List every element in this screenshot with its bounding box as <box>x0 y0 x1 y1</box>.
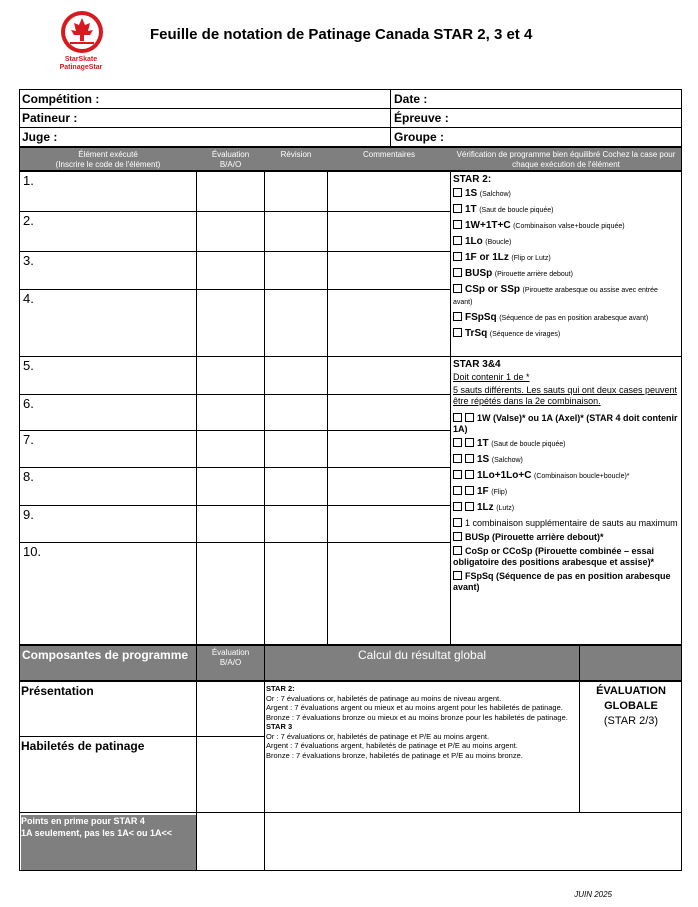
check-item <box>453 470 679 482</box>
components-eval-sub: B/A/O <box>219 658 242 667</box>
check-item <box>453 188 679 200</box>
element-desc: (Flip) <box>491 489 508 496</box>
star34-combo: 1 combinaison supplémentaire de sauts au maximum <box>465 518 678 528</box>
checkbox[interactable] <box>453 486 462 495</box>
star34-cosp: CoSp or CCoSp (Pirouette combinée – essai obligatoire des positions arabesque et assise)* <box>453 546 655 567</box>
element-code: 1T <box>477 438 489 449</box>
element-code: 1F or 1Lz <box>465 252 509 263</box>
checkbox[interactable] <box>453 438 462 447</box>
star2-checklist <box>453 174 679 344</box>
check-item <box>453 312 679 324</box>
checkbox[interactable] <box>453 204 462 213</box>
check-item <box>453 236 679 248</box>
checkbox[interactable] <box>465 438 474 447</box>
checkbox[interactable] <box>453 284 462 293</box>
element-desc: (Combinaison valse+boucle piquée) <box>513 223 625 230</box>
calc-star3-bronze: Bronze : 7 évaluations bronze, habiletés de patinage et P/E au moins bronze. <box>266 750 523 760</box>
global-eval-3: (STAR 2/3) <box>603 715 659 727</box>
element-code: FSpSq <box>465 312 497 323</box>
logo-text-2: PatinageStar <box>59 64 103 71</box>
element-code: CSp or SSp <box>465 284 521 295</box>
element-desc: (Saut de boucle piquée) <box>479 207 554 214</box>
page-title: Feuille de notation de Patinage Canada STAR 2, 3 et 4 <box>150 26 533 43</box>
element-code: 1T <box>465 204 477 215</box>
element-code: BUSp <box>465 268 493 279</box>
logo-text-1: StarSkate <box>64 56 98 63</box>
star34-must: Doit contenir 1 de * <box>453 372 530 382</box>
calc-star3: STAR 3 <box>266 722 293 731</box>
global-eval-1: ÉVALUATION <box>596 685 666 697</box>
element-desc: (Flip or Lutz) <box>511 255 551 262</box>
checkbox[interactable] <box>465 502 474 511</box>
checkbox[interactable] <box>465 470 474 479</box>
checkbox[interactable] <box>465 413 474 422</box>
calc-star2: STAR 2: <box>266 684 295 693</box>
checkbox[interactable] <box>453 220 462 229</box>
calc-star3-gold: Or : 7 évaluations or, habiletés de patinage et P/E au moins argent. <box>266 731 490 741</box>
date-field[interactable]: Date : <box>394 92 428 106</box>
element-desc: (Salchow) <box>479 191 511 198</box>
competition-field[interactable]: Compétition : <box>22 92 100 106</box>
event-field[interactable]: Épreuve : <box>394 111 449 125</box>
star34-title: STAR 3&4 <box>453 359 501 370</box>
bonus-line-2: 1A seulement, pas les 1A< ou 1A<< <box>21 828 172 838</box>
checkbox[interactable] <box>453 188 462 197</box>
presentation-label: Présentation <box>21 684 94 698</box>
element-code: 1Lz <box>477 502 494 513</box>
checkbox[interactable] <box>453 502 462 511</box>
element-desc: (Boucle) <box>485 239 512 246</box>
row-number: 2. <box>23 213 34 228</box>
star34-note: 5 sauts différents. Les sauts qui ont deux cases peuvent être répétés dans la 2e combinaison. <box>453 385 677 406</box>
check-item <box>453 438 679 450</box>
bonus-line-1: Points en prime pour STAR 4 <box>21 816 145 826</box>
star34-busp: BUSp (Pirouette arrière debout)* <box>465 532 604 542</box>
footer-date: JUIN 2025 <box>574 890 612 899</box>
element-desc: (Combinaison boucle+boucle)* <box>533 473 630 480</box>
element-desc: (Lutz) <box>496 505 515 512</box>
check-header: Vérification de programme bien équilibré Cochez la case pour chaque exécution de l'élément <box>456 150 676 169</box>
element-desc: (Séquence de pas en position arabesque avant) <box>499 315 649 322</box>
skills-label: Habiletés de patinage <box>21 739 145 753</box>
element-code: 1W+1T+C <box>465 220 511 231</box>
checkbox[interactable] <box>453 518 462 527</box>
checkbox[interactable] <box>453 546 462 555</box>
check-item <box>453 328 679 340</box>
element-code: 1S <box>465 188 478 199</box>
check-item <box>453 268 679 280</box>
calc-star2-gold: Or : 7 évaluations or, habiletés de patinage au moins de niveau argent. <box>266 693 502 703</box>
element-code: TrSq <box>465 328 488 339</box>
check-item <box>453 252 679 264</box>
row-number: 9. <box>23 507 34 522</box>
header-fields <box>19 89 682 147</box>
checkbox[interactable] <box>453 413 462 422</box>
checkbox[interactable] <box>453 236 462 245</box>
revision-header: Révision <box>280 150 312 159</box>
checkbox[interactable] <box>453 312 462 321</box>
calc-title: Calcul du résultat global <box>357 648 487 662</box>
star2-title: STAR 2: <box>453 174 492 185</box>
row-number: 5. <box>23 358 34 373</box>
element-code: 1F <box>477 486 489 497</box>
calc-rules <box>266 684 578 760</box>
element-desc: (Saut de boucle piquée) <box>491 441 566 448</box>
row-number: 6. <box>23 396 34 411</box>
element-header: Élément exécuté <box>78 150 138 159</box>
star34-checklist <box>453 359 679 593</box>
checkbox[interactable] <box>453 268 462 277</box>
components-eval: Évaluation <box>211 648 250 657</box>
element-desc: (Pirouette arabesque ou assise avec entrée avant) <box>453 287 658 306</box>
checkbox[interactable] <box>465 486 474 495</box>
checkbox[interactable] <box>453 470 462 479</box>
group-field[interactable]: Groupe : <box>394 130 444 144</box>
checkbox[interactable] <box>453 571 462 580</box>
global-eval-2: GLOBALE <box>604 700 658 712</box>
element-desc: (Séquence de virages) <box>489 331 561 338</box>
row-number: 4. <box>23 291 34 306</box>
checkbox[interactable] <box>453 328 462 337</box>
check-item <box>453 284 679 308</box>
comments-header: Commentaires <box>362 150 415 159</box>
check-item <box>453 486 679 498</box>
element-code: 1Lo <box>465 236 483 247</box>
row-number: 10. <box>23 544 42 559</box>
calc-star2-silver: Argent : 7 évaluations argent ou mieux et au moins argent pour les habiletés de patinage. <box>266 703 563 712</box>
eval-header: Évaluation <box>211 150 250 159</box>
check-item <box>453 502 679 514</box>
star34-axel: 1W (Valse)* ou 1A (Axel)* (STAR 4 doit contenir 1A) <box>453 413 678 434</box>
element-code: 1S <box>477 454 490 465</box>
element-desc: (Salchow) <box>491 457 523 464</box>
element-desc: (Pirouette arrière debout) <box>494 271 573 278</box>
global-eval <box>580 684 682 729</box>
checkbox[interactable] <box>465 454 474 463</box>
row-number: 1. <box>23 173 34 188</box>
star34-fspsq: FSpSq (Séquence de pas en position arabesque avant) <box>453 571 671 592</box>
calc-star3-silver: Argent : 7 évaluations argent, habiletés de patinage et P/E au moins argent. <box>266 741 518 750</box>
row-number: 7. <box>23 432 34 447</box>
skater-field[interactable]: Patineur : <box>22 111 78 125</box>
check-item <box>453 220 679 232</box>
check-item <box>453 204 679 216</box>
checkbox[interactable] <box>453 252 462 261</box>
row-number: 8. <box>23 469 34 484</box>
eval-subheader: B/A/O <box>219 160 242 169</box>
check-item <box>453 454 679 466</box>
element-subheader: (Inscrire le code de l'élément) <box>55 160 161 169</box>
checkbox[interactable] <box>453 454 462 463</box>
row-number: 3. <box>23 253 34 268</box>
components-title: Composantes de programme <box>22 648 189 662</box>
judge-field[interactable]: Juge : <box>22 130 58 144</box>
checkbox[interactable] <box>453 532 462 541</box>
calc-star2-bronze: Bronze : 7 évaluations bronze ou mieux et au moins bronze pour les habiletés de patinage. <box>266 712 568 722</box>
element-code: 1Lo+1Lo+C <box>477 470 532 481</box>
